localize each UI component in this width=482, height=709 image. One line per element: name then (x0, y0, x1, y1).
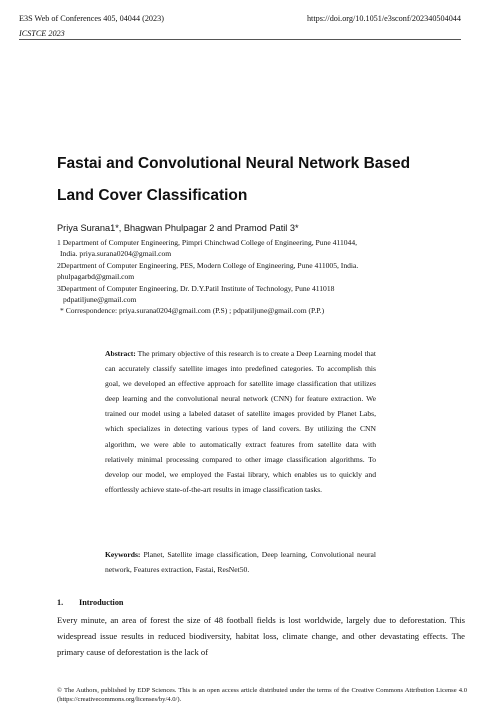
affiliation-1: 1 Department of Computer Engineering, Pimpri Chinchwad College of Engineering, Pune 411044, (57, 238, 358, 247)
paper-title (57, 148, 457, 212)
introduction-text: Every minute, an area of forest the size of 48 football fields is lost worldwide, largely due to deforestation. This widespread issue results in reduced biodiversity, habitat loss, climate change, and other devastating effects. The primary cause of deforestation is the lack of (57, 615, 465, 658)
section-number: 1. (57, 598, 64, 607)
running-header-left (19, 11, 164, 41)
header-divider (19, 39, 461, 40)
keywords (105, 547, 376, 577)
correspondence: * Correspondence: priya.surana0204@gmail.com (P.S) ; pdpatiljune@gmail.com (P.P.) (60, 306, 325, 316)
section-title: Introduction (79, 598, 124, 607)
affiliations (57, 237, 447, 317)
author-list: Priya Surana1*, Bhagwan Phulpagar 2 and Pramod Patil 3* (57, 223, 299, 233)
keywords-label: Keywords: (105, 550, 141, 559)
abstract-text: The primary objective of this research is to create a Deep Learning model that can accurately classify satellite images into predefined categories. To accomplish this goal, we developed an effective approach for satellite image classification that utilizes deep learning and the convolutional neural network (CNN) for feature extraction. We trained our model using a labeled dataset of satellite images provided by Planet Labs, which specializes in detecting various types of land covers. By utilizing the CNN algorithm, we were able to automatically extract features from satellite data with relatively minimal processing compared to other image classification algorithms. To develop our model, we employed the Fastai library, which enables us to quickly and effortlessly achieve state-of-the-art results in image classification tasks. (105, 349, 376, 494)
affiliation-2: 2Department of Computer Engineering, PES, Modern College of Engineering, Pune 411005, India. (57, 260, 359, 270)
abstract (105, 346, 376, 497)
affiliation-2-email: phulpagarbd@gmail.com (57, 272, 135, 282)
section-heading (57, 597, 123, 609)
affiliation-3-email: pdpatiljune@gmail.com (63, 295, 137, 305)
abstract-label: Abstract: (105, 349, 136, 358)
license-footer: © The Authors, published by EDP Sciences. This is an open access article distributed under the terms of the Creative Commons Attribution License 4.0 (https://creativecommons.org/licenses/by/4.0/). (57, 686, 467, 704)
keywords-text: Planet, Satellite image classification, Deep learning, Convolutional neural network, Features extraction, Fastai, ResNet50. (105, 550, 376, 575)
journal-citation: E3S Web of Conferences 405, 04044 (2023) (19, 14, 164, 23)
affiliation-1-email: India. priya.surana0204@gmail.com (60, 249, 172, 259)
title-line-2: Land Cover Classification (57, 187, 248, 204)
title-line-1: Fastai and Convolutional Neural Network Based (57, 155, 411, 172)
doi-link[interactable]: https://doi.org/10.1051/e3sconf/202340504044 (306, 14, 461, 23)
affiliation-3: 3Department of Computer Engineering, Dr. D.Y.Patil Institute of Technology, Pune 411018 (57, 283, 335, 293)
conference-name: ICSTCE 2023 (19, 29, 65, 38)
